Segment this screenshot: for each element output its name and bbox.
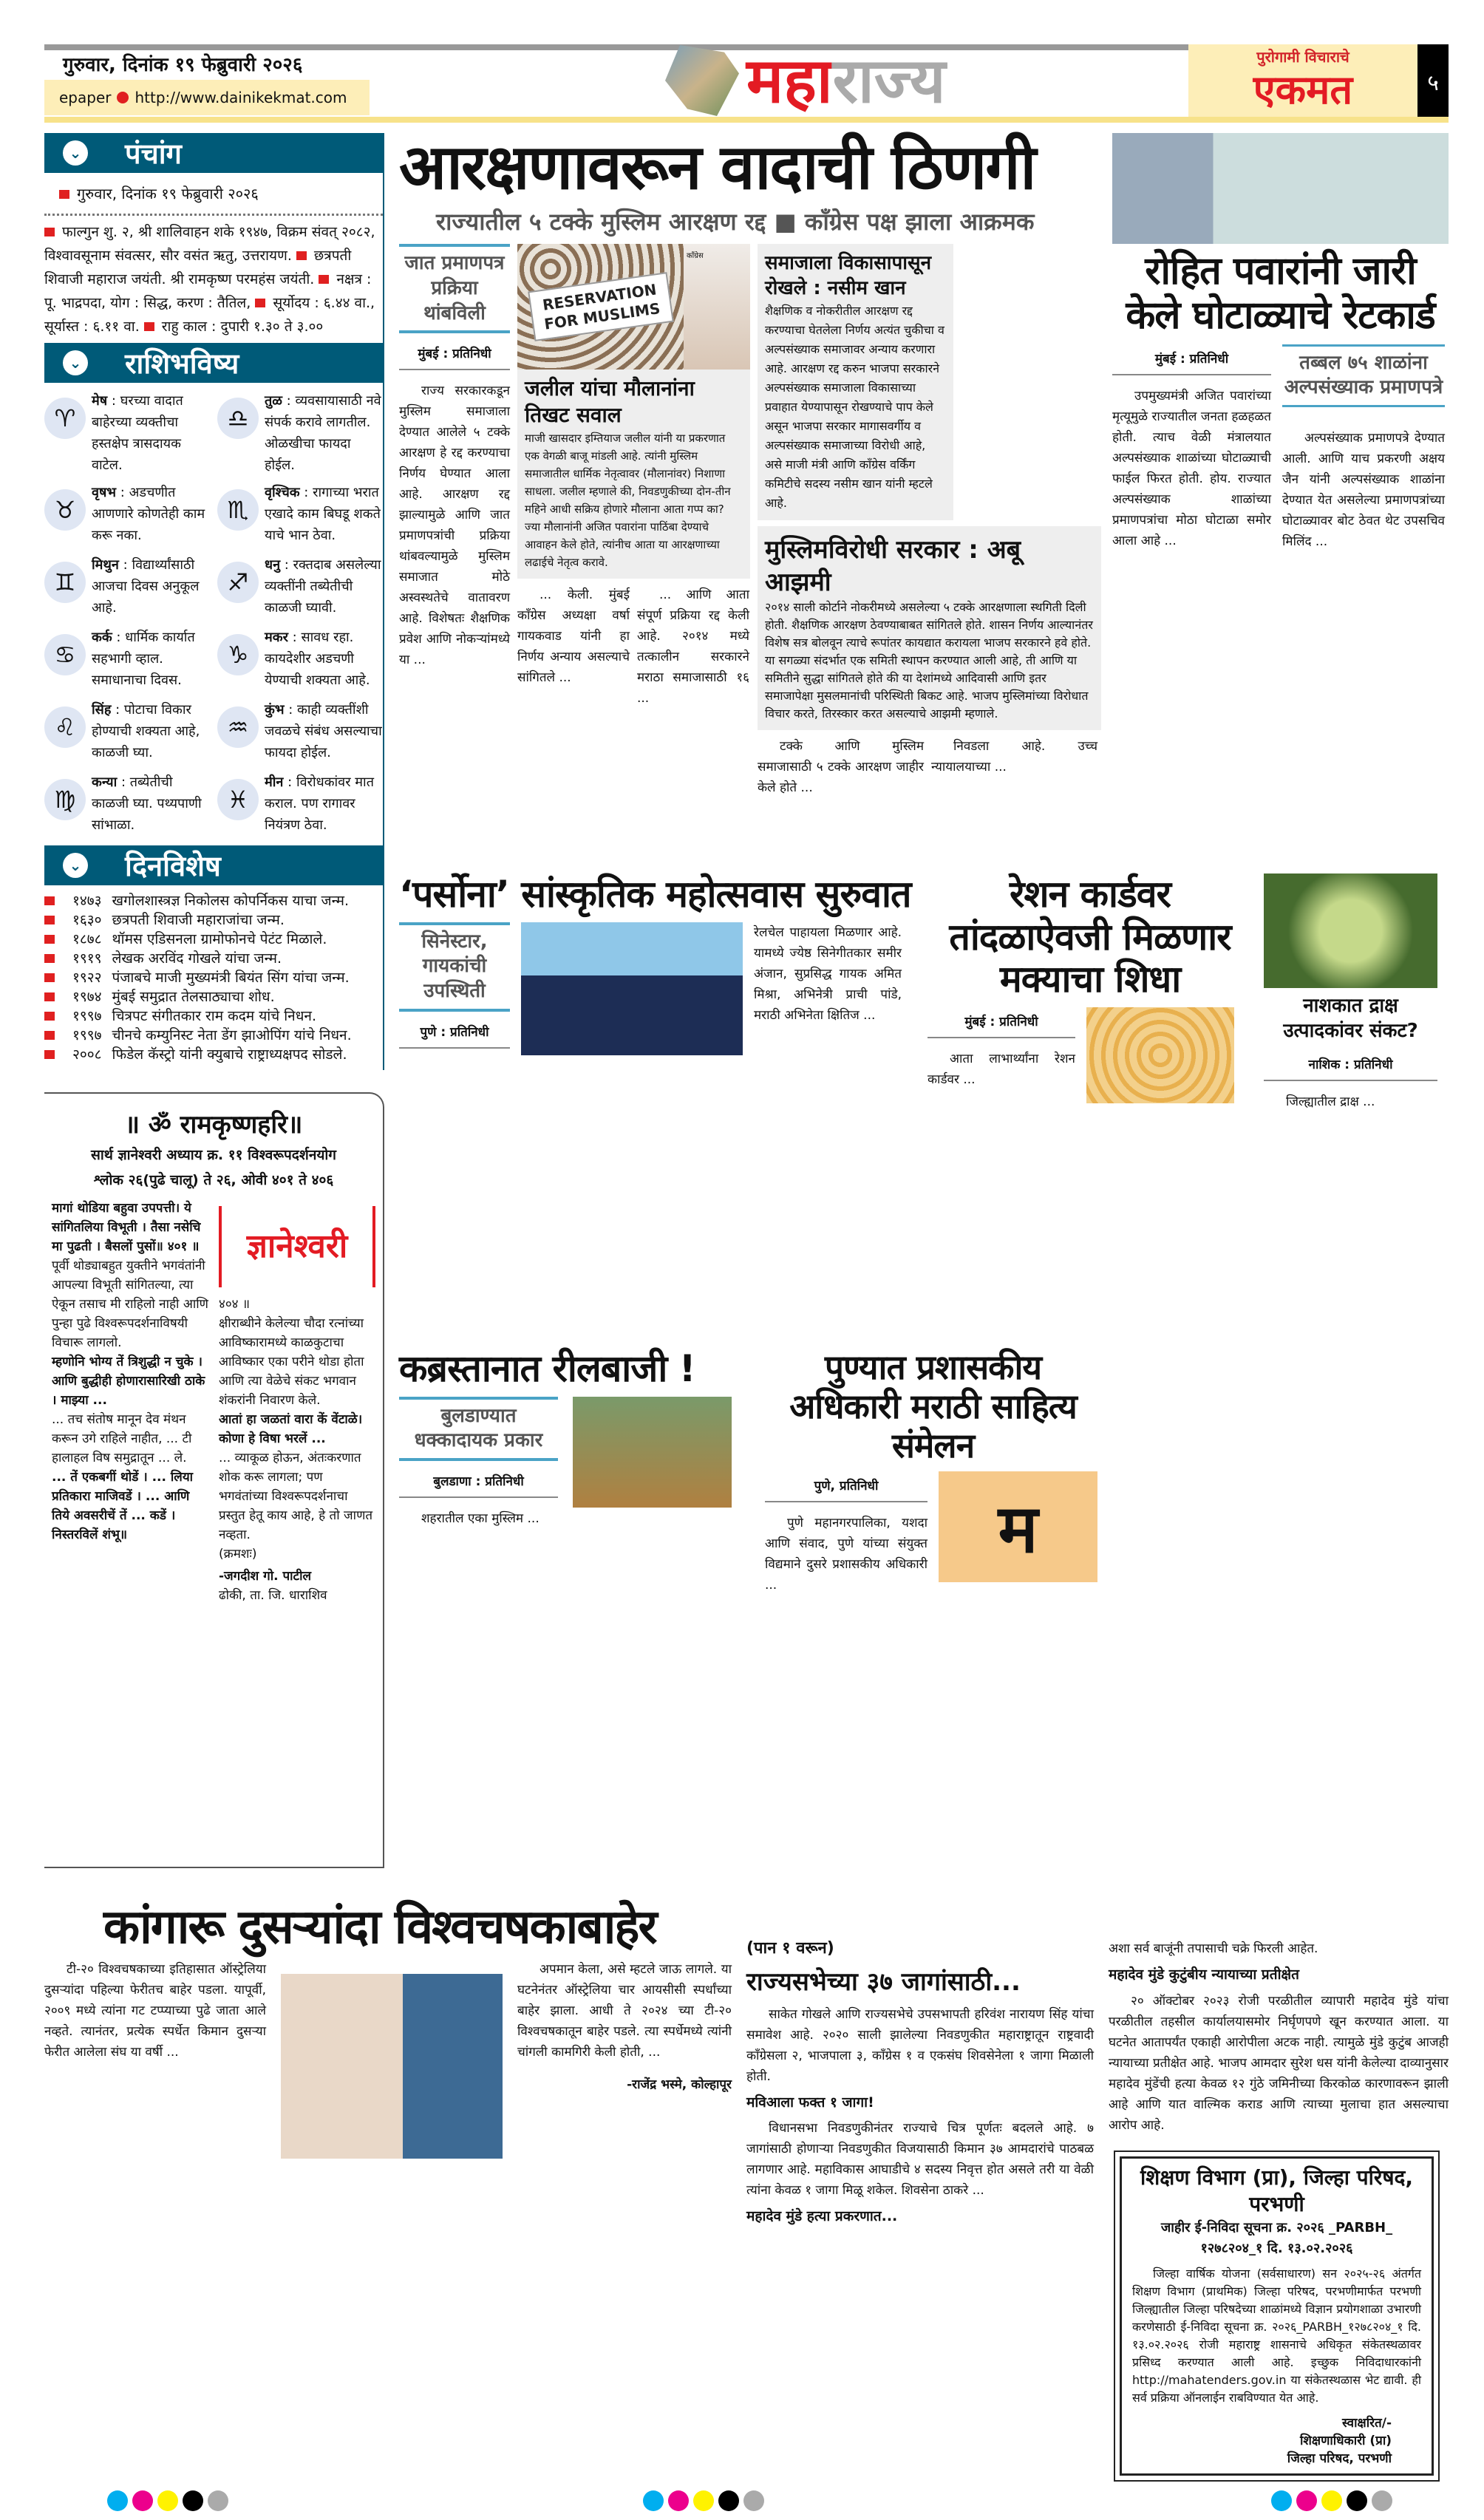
registration-dot xyxy=(107,2490,128,2511)
lead-headline: आरक्षणावरून वादाची ठिणगी xyxy=(399,131,1035,203)
event-year: १९२२ xyxy=(72,970,102,986)
rashi-name: धनु xyxy=(265,557,281,573)
goat-icon: ♑ xyxy=(217,634,259,675)
side-headline: तब्बल ७५ शाळांना अल्पसंख्याक प्रमाणपत्रे xyxy=(1282,344,1445,408)
chevron-down-icon: ⌄ xyxy=(63,140,88,166)
article-body: आता लाभार्थ्यांना रेशन कार्डवर ... xyxy=(928,1051,1075,1087)
maize-photo xyxy=(1086,1007,1234,1103)
epaper-label: epaper xyxy=(59,89,112,106)
list-item xyxy=(44,968,383,987)
registration-dot xyxy=(208,2490,228,2511)
panchang-line: सूर्योदय : ६.४४ वा., सूर्यास्त : ६.११ वा. xyxy=(44,295,375,335)
rashi-item: ♎ तुळ : व्यवसायासाठी नवे संपर्क करावे लागतील. ओळखीचा फायदा होईल. xyxy=(217,390,383,476)
event-text: थॉमस एडिसनला ग्रामोफोनचे पेटंट मिळाले. xyxy=(112,931,327,947)
event-text: खगोलशास्त्रज्ञ निकोलस कोपर्निकस याचा जन्म. xyxy=(112,893,350,909)
rashi-item: ♍ कन्या : तब्येतीची काळजी घ्या. पथ्यपाणी सांभाळा. xyxy=(44,772,210,838)
bullet-icon xyxy=(44,1031,55,1040)
ovi-verse: आतां हा जळतां वारा कें वेंटाळे। कोणा हे विषा भरलें ... xyxy=(219,1412,363,1447)
logo-red: महा xyxy=(746,44,833,117)
rashi-item: ♐ धनु : रक्तदाब असलेल्या व्यक्तींनी तब्येतीची काळजी घ्यावी. xyxy=(217,554,383,621)
side-headline: जात प्रमाणपत्र प्रक्रिया थांबविली xyxy=(399,244,510,333)
footer xyxy=(0,2490,1484,2520)
list-item xyxy=(44,1007,383,1026)
classroom-photo xyxy=(1112,133,1449,244)
rashi-name: वृश्चिक xyxy=(265,485,300,500)
article-body: विधानसभा निवडणुकीनंतर राज्याचे चित्र पूर्णतः बदलले आहे. ७ जागांसाठी होणाऱ्या निवडणुकीत विजयासाठी किमान ३७ आमदारांचे पाठबळ लागणार आहे. महाविकास आघाडीचे ४ सदस्य निवृत्त होत असले तरी या वेळी त्यांना केवळ १ जागा मिळू शकेल. शिवसेना ठाकरे ... xyxy=(746,2121,1094,2199)
article-body: २० ऑक्टोबर २०२३ रोजी परळीतील व्यापारी महादेव मुंडे यांचा परळीतील तहसील कार्यालयासमोर निर्घृणपणे खून करण्यात आला. या घटनेत आतापर्यंत एकाही आरोपीला अटक नाही. त्यामुळे मुंडे कुटुंब आजही न्यायाच्या प्रतीक्षेत आहे. भाजप आमदार सुरेश धस यांनी केलेल्या दाव्यानुसार महादेव मुंडेंची हत्या केवळ १२ गुंठे जमिनीच्या किरकोळ कारणावरून झाली आहे आणि यात वाल्मिक कराड आणि त्याच्या मुलाचा हात असल्याचा आरोप आहे. xyxy=(1109,1993,1449,2133)
list-item xyxy=(44,930,383,949)
rashi-item: ♉ वृषभ : अडचणीत आणणारे कोणतेही काम करू नका. xyxy=(44,482,210,548)
panchang-line: राहु काल : दुपारी १.३० ते ३.०० xyxy=(161,319,324,335)
dnyaneshwari-col-1 xyxy=(52,1199,208,1605)
rashi-name: कन्या xyxy=(92,774,118,790)
notice-body: जिल्हा वार्षिक योजना (सर्वसाधारण) सन २०२५-२६ अंतर्गत शिक्षण विभाग (प्राथमिक) जिल्हा परिषद, परभणीमार्फत परभणी जिल्ह्यातील जिल्हा परिषदेच्या शाळांमध्ये विज्ञान प्रयोगशाळा उभारणी करणेसाठी ई-निविदा सूचना क्र. २०२६_PARBH_१२७८२०४_१ दि. १३.०२.२०२६ रोजी महाराष्ट्र शासनाचे अधिकृत संकेतस्थळावर प्रसिध्द करण्यात आली आहे. इच्छुक निविदाधारकांनी http://mahatenders.gov.in या संकेतस्थळास भेट द्यावी. ही सर्व प्रक्रिया ऑनलाईन राबविण्यात येत आहे. xyxy=(1132,2267,1421,2405)
sahitya-logo xyxy=(939,1471,1097,1582)
article-body: टक्के आणि मुस्लिम समाजासाठी ५ टक्के आरक्षण जाहीर केले होते ... xyxy=(758,738,924,795)
panchang-line: छत्रपती शिवाजी महाराज जयंती. श्री रामकृष्ण परमहंस जयंती. xyxy=(44,248,352,287)
ram-icon: ♈ xyxy=(44,398,86,439)
rashi-text: धार्मिक कार्यात सहभागी व्हाल. समाधानाचा दिवस. xyxy=(92,630,195,688)
photo-label: काँग्रेस xyxy=(687,251,704,260)
author: -जगदीश गो. पाटील xyxy=(219,1569,312,1584)
lion-icon: ♌ xyxy=(44,706,86,748)
signatory-title: शिक्षणाधिकारी (प्रा) xyxy=(1299,2434,1392,2449)
lead-subhead: राज्यातील ५ टक्के मुस्लिम आरक्षण रद्द ■ काँग्रेस पक्ष झाला आक्रमक xyxy=(436,208,1035,236)
azmi-box xyxy=(758,526,1101,730)
author: -राजेंद्र भस्मे, कोल्हापूर xyxy=(627,2077,732,2093)
rohit-headline: रोहित पवारांनी जारी केले घोटाळ्याचे रेटकार्ड xyxy=(1126,249,1435,338)
article-body: रेलचेल पाहायला मिळणार आहे. यामध्ये ज्येष्ठ सिनेगीतकार समीर अंजान, सुप्रसिद्ध गायक अमित मिश्रा, अभिनेत्री प्राची पांडे, मराठी अभिनेता क्षितिज ... xyxy=(754,924,902,1023)
water-bearer-icon: ♒ xyxy=(217,706,259,748)
jaleel-headline: जलील यांचा मौलानांना तिखट सवाल xyxy=(525,375,695,428)
registration-dot xyxy=(1321,2490,1342,2511)
rashi-item: ♓ मीन : विरोधकांवर मात कराल. पण रागावर नियंत्रण ठेवा. xyxy=(217,772,383,838)
event-year: १९१९ xyxy=(72,950,102,967)
rashi-item: ♏ वृश्चिक : रागाच्या भरात एखादे काम बिघडू शकते याचे भान ठेवा. xyxy=(217,482,383,548)
dnyaneshwari-sub2: श्लोक २६(पुढे चालू) ते २६, ओवी ४०१ ते ४०६ xyxy=(93,1172,334,1189)
panchang-header xyxy=(44,133,383,173)
bullet-icon xyxy=(44,896,55,905)
bullet-icon xyxy=(44,1012,55,1021)
header-date: गुरुवार, दिनांक १९ फेब्रुवारी २०२६ xyxy=(63,54,303,76)
continued-label: (पान १ वरून) xyxy=(746,1939,834,1958)
kangaroo-headline: कांगारू दुसऱ्यांदा विश्वचषकाबाहेर xyxy=(103,1900,656,1955)
azmi-text: २०१४ साली कोर्टाने नोकरीमध्ये असलेल्या ५ टक्के आरक्षणाला स्थगिती दिली होती. शैक्षणिक आरक्षण ठेवण्याबाबत सांगितले होते. शासन निर्णय आल्यानंतर विशेष सत्र बोलवून त्याचे रूपांतर कायद्यात करायला भाजप सरकारने हवे होते. या सगळ्या संदर्भात एक समिती स्थापन करण्यात आली आहे, ती आणि या समितीने सुद्धा सांगितले होते की या देशांमध्ये आदिवासी आणि इतर समाजापेक्षा मुसलमानांची परिस्थिती बिकट आहे. भाजप मुस्लिमांच्या विरोधात विचार करते, तिरस्कार करत असल्याचे आझमी म्हणाले. xyxy=(765,599,1093,721)
crowd-photo xyxy=(517,244,684,370)
registration-dot xyxy=(183,2490,203,2511)
crab-icon: ♋ xyxy=(44,634,86,675)
ovi-verse: मागां थोडिया बहुवा उपपत्ती। ये सांगितलिया विभूती । तैसा नसेचि मा पुढती । बैसलों पुसों॥ ४०१ ॥ xyxy=(52,1201,201,1255)
event-text: लेखक अरविंद गोखले यांचा जन्म. xyxy=(112,950,282,967)
speaker-photo xyxy=(684,244,750,370)
parsona-headline: ‘पर्सोना’ सांस्कृतिक महोत्सवास सुरुवात xyxy=(399,873,911,916)
event-year: १९९७ xyxy=(72,1027,102,1043)
placard-text: RESERVATION FOR MUSLIMS xyxy=(528,272,674,341)
byline: बुलडाणा : प्रतिनिधी xyxy=(399,1467,558,1498)
logo-text: ज्ञानेश्वरी xyxy=(246,1227,348,1266)
event-photo xyxy=(521,922,743,1055)
jaleel-box xyxy=(517,244,750,579)
panchang-title: पंचांग xyxy=(125,137,182,170)
sammelan-headline: पुण्यात प्रशासकीय अधिकारी मराठी साहित्य संमेलन xyxy=(789,1347,1077,1465)
epaper-link[interactable] xyxy=(44,80,370,115)
rashi-text: व्यवसायासाठी नवे संपर्क करावे लागतील. ओळखीचा फायदा होईल. xyxy=(265,393,381,473)
chevron-down-icon: ⌄ xyxy=(63,350,88,375)
page-number: ५ xyxy=(1417,44,1449,117)
rashi-item: ♌ सिंह : पोटाचा विकार होण्याची शक्यता आहे, काळजी घ्या. xyxy=(44,699,210,766)
ovi-meaning: ४०४ ॥ xyxy=(219,1297,251,1312)
list-item xyxy=(44,987,383,1007)
rashi-item: ♊ मिथुन : विद्यार्थ्यांसाठी आजचा दिवस अनुकूल आहे. xyxy=(44,554,210,621)
list-item xyxy=(44,1026,383,1045)
rashi-name: मिथुन xyxy=(92,557,119,573)
registration-marks xyxy=(643,2490,764,2511)
article-body: अल्पसंख्याक प्रमाणपत्रे देण्यात आली. आणि याच प्रकरणी अक्षय जैन यांनी अल्पसंख्याक शाळांना देण्यात येत असलेल्या प्रमाणपत्रांच्या घोटाळ्यावर बोट ठेवत थेट उपसचिव मिलिंद ... xyxy=(1282,431,1445,550)
event-text: चित्रपट संगीतकार राम कदम यांचे निधन. xyxy=(112,1008,316,1024)
masthead-tagline: पुरोगामी विचाराचे xyxy=(1256,48,1349,66)
chevron-down-icon: ⌄ xyxy=(63,853,88,878)
registration-dot xyxy=(718,2490,739,2511)
event-text: छत्रपती शिवाजी महाराजांचा जन्म. xyxy=(112,912,285,928)
ovi-verse: ... तें एकबगीं थोडें । ... लिया प्रतिकारा माजिवडें । ... आणि तिये अवसरीचें तें ... कडें । निस्तरविलें शंभू॥ xyxy=(52,1470,194,1543)
rashi-text: घरच्या वादात बाहेरच्या व्यक्तीचा हस्तक्षेप त्रासदायक वाटेल. xyxy=(92,393,183,473)
bullet-icon xyxy=(296,251,307,260)
panchang-text xyxy=(44,216,383,343)
panchang-date xyxy=(44,173,383,216)
bullet-icon xyxy=(319,275,329,284)
ovi-meaning: क्षीराब्धीने केलेल्या चौदा रत्नांच्या आविष्कारामध्ये काळकुटाचा आविष्कार एका परीने थोडा होता आणि त्या वेळेचे संकट भगवान शंकरांनी निवारण केले. xyxy=(219,1316,364,1409)
ovi-meaning: ... तच संतोष मानून देव मंथन करून उगे राहिले नाहीत, ... टी हालाहल विष समुद्रातून ... ले. xyxy=(52,1412,192,1466)
dnyaneshwari-logo xyxy=(219,1206,375,1287)
byline: मुंबई : प्रतिनिधी xyxy=(928,1007,1075,1038)
kabrastan-headline: कब्रस्तानात रीलबाजी ! xyxy=(399,1347,695,1390)
azmi-headline: मुस्लिमविरोधी सरकार : अबू आझमी xyxy=(765,534,1021,597)
bullet-icon xyxy=(255,299,265,307)
byline: नाशिक : प्रतिनिधी xyxy=(1264,1050,1437,1081)
article-body: राज्य सरकारकडून मुस्लिम समाजाला देण्यात आलेले ५ टक्के आरक्षण हे रद्द करण्याचा निर्णय घेण्यात आला आहे. आरक्षण रद्द झाल्यामुळे आणि जात प्रमाणपत्रांची प्रक्रिया थांबवल्यामुळे मुस्लिम समाजात मोठे अस्वस्थतेचे वातावरण आहे. विशेषतः शैक्षणिक प्रवेश आणि नोकऱ्यांमध्ये या ... xyxy=(399,384,510,668)
event-year: १८७८ xyxy=(72,931,102,947)
continued-headline: राज्यसभेच्या ३७ जागांसाठी... xyxy=(746,1966,1021,1997)
nasim-text: शैक्षणिक व नोकरीतील आरक्षण रद्द करण्याचा घेतलेला निर्णय अत्यंत चुकीचा व अल्पसंख्याक समाजावर अन्याय करणारा आहे. आरक्षण रद्द करुन भाजपा सरकारने अल्पसंख्याक समाजाला विकासाच्या प्रवाहात येण्यापासून रोखण्याचे पाप केले असून भाजपा सरकार मागासवर्गीय व अल्पसंख्याक समाजाच्या विरोधी आहे, असे माजी मंत्री आणि काँग्रेस वर्किंग कमिटीचे सदस्य नसीम खान यांनी म्हटले आहे. xyxy=(765,303,944,510)
registration-dot xyxy=(643,2490,664,2511)
rashi-text: विरोधकांवर मात कराल. पण रागावर नियंत्रण ठेवा. xyxy=(265,774,374,833)
tender-notice xyxy=(1120,2156,1434,2476)
archer-icon: ♐ xyxy=(217,562,259,603)
event-year: १६३० xyxy=(72,912,102,928)
rashi-name: तुळ xyxy=(265,393,282,409)
article-body: निवडला आहे. उच्च न्यायालयाच्या ... xyxy=(931,738,1097,774)
rashi-name: मेष xyxy=(92,393,108,409)
twins-icon: ♊ xyxy=(44,562,86,603)
article-body: शहरातील एका मुस्लिम ... xyxy=(421,1511,540,1527)
registration-dot xyxy=(743,2490,764,2511)
registration-dot xyxy=(1271,2490,1292,2511)
byline: मुंबई : प्रतिनिधी xyxy=(1112,344,1271,375)
panchang-line: फाल्गुन शु. २, श्री शालिवाहन शके १९४७, विक्रम संवत् २०८२, विश्वावसूनाम संवत्सर, सौर वसंत ऋतु, उत्तरायण. xyxy=(44,224,375,264)
rashi-text: विद्यार्थ्यांसाठी आजचा दिवस अनुकूल आहे. xyxy=(92,557,200,616)
dnyaneshwari-sub1: सार्थ ज्ञानेश्वरी अध्याय क्र. ११ विश्वरूपदर्शनयोग xyxy=(90,1147,337,1164)
event-text: मुंबई समुद्रात तेलसाठ्याचा शोध. xyxy=(112,989,275,1005)
virgin-icon: ♍ xyxy=(44,779,86,820)
side-headline: बुलडाण्यात धक्कादायक प्रकार xyxy=(399,1397,558,1462)
registration-dot xyxy=(668,2490,689,2511)
registration-marks xyxy=(107,2490,228,2511)
article-body: उपमुख्यमंत्री अजित पवारांच्या मृत्यूमुळे राज्यातील जनता हळहळत होती. त्याच वेळी मंत्रालयात अल्पसंख्याक शाळांच्या घोटाळ्याची फाईल फिरत होती. होय. राज्यात अल्पसंख्याक शाळांच्या प्रमाणपत्रांचा मोठा घोटाळा समोर आला आहे ... xyxy=(1112,388,1271,548)
article-body: पुणे महानगरपालिका, यशदा आणि संवाद, पुणे यांच्या संयुक्त विद्यमाने दुसरे प्रशासकीय अधिकारी ... xyxy=(765,1515,928,1593)
logo-grey: राज्य xyxy=(832,44,946,117)
header-band xyxy=(44,117,1449,123)
rashi-grid xyxy=(44,383,383,845)
dinvishesh-title: दिनविशेष xyxy=(125,850,221,882)
dinvishesh-header xyxy=(44,845,383,885)
grape-photo xyxy=(1264,874,1437,988)
globe-icon xyxy=(117,92,129,103)
bullet-icon xyxy=(44,228,55,236)
rashi-text: काही व्यक्तींशी जवळचे संबंध असल्याचा फायदा होईल. xyxy=(265,702,382,760)
author-place: ढोकी, ता. जि. धाराशिव xyxy=(219,1588,327,1604)
ovi-verse: म्हणोनि भोग्य तें त्रिशुद्धी न चुके । आणि बुद्धीही होणारासारिखी ठाके । माझ्या ... xyxy=(52,1355,205,1409)
rashi-header xyxy=(44,343,383,383)
registration-dot xyxy=(157,2490,178,2511)
article-body: अपमान केला, असे म्हटले जाऊ लागले. या घटनेनंतर ऑस्ट्रेलिया चार आयसीसी स्पर्धांच्या बाहेर झाला. आधी ते २०२४ च्या टी-२० विश्वचषकातून बाहेर पडले. त्या स्पर्धेमध्ये त्यांनी चांगली कामगिरी केली होती, ... xyxy=(517,1962,732,2060)
nasim-headline: समाजाला विकासापासून रोखले : नसीम खान xyxy=(765,251,932,299)
list-item xyxy=(44,891,383,910)
maharashtra-map-icon xyxy=(665,45,739,116)
dnyaneshwari-title: ॥ ॐ रामकृष्णहरि॥ xyxy=(124,1110,303,1140)
article-body: साकेत गोखले आणि राज्यसभेचे उपसभापती हरिवंश नारायण सिंह यांचा समावेश आहे. २०२० साली झालेल्या निवडणुकीत महाराष्ट्रातून राष्ट्रवादी काँग्रेसला २, भाजपाला ३, काँग्रेस १ व एकसंघ शिवसेनेला १ जागा मिळाली होती. xyxy=(746,2006,1094,2084)
event-year: १९९७ xyxy=(72,1008,102,1024)
logo-letter: म xyxy=(998,1490,1038,1568)
rashi-text: सावध रहा. कायदेशीर अडचणी येण्याची शक्यता आहे. xyxy=(265,630,370,688)
signature: स्वाक्षरित/- xyxy=(1342,2416,1392,2431)
ovi-meaning: ... व्याकूळ होऊन, अंतःकरणात शोक करू लागला; पण भगवंतांच्या विश्वरूपदर्शनाचा प्रस्तुत हेतू काय आहे, हे तो जाणत नव्हता. xyxy=(219,1451,373,1543)
registration-dot xyxy=(132,2490,153,2511)
graveyard-photo xyxy=(573,1397,732,1508)
subheading: महादेव मुंडे हत्या प्रकरणात... xyxy=(746,2208,898,2225)
article-body: जिल्ह्यातील द्राक्ष ... xyxy=(1286,1094,1375,1109)
event-year: २००८ xyxy=(72,1046,102,1063)
subheading: महादेव मुंडे कुटुंबीय न्यायाच्या प्रतीक्षेत xyxy=(1109,1966,1299,1983)
epaper-url[interactable]: http://www.dainikekmat.com xyxy=(135,89,347,106)
article-body: टी-२० विश्वचषकाच्या इतिहासात ऑस्ट्रेलिया दुसऱ्यांदा पहिल्या फेरीतच बाहेर पडला. यापूर्वी, २००९ मध्ये त्यांना गट टप्प्याच्या पुढे जाता आले नव्हते. त्यानंतर, प्रत्येक स्पर्धेत किमान दुसऱ्या फेरीत आलेला संघ या वर्षी ... xyxy=(44,1962,266,2060)
grape-headline: नाशकात द्राक्ष उत्पादकांवर संकट? xyxy=(1283,995,1418,1042)
rashi-name: मकर xyxy=(265,630,288,645)
bullet-icon xyxy=(44,935,55,944)
bullet-icon xyxy=(144,322,154,331)
rashi-text: पोटाचा विकार होण्याची शक्यता आहे, काळजी घ्या. xyxy=(92,702,200,760)
article-body: ... आणि आता संपूर्ण प्रक्रिया रद्द केली आहे. २०१४ मध्ये तत्कालीन सरकारने मराठा समाजासाठी १६ ... xyxy=(637,587,749,706)
rashi-text: अडचणीत आणणारे कोणतेही काम करू नका. xyxy=(92,485,205,543)
panchang-line: नक्षत्र : पू. भाद्रपदा, योग : सिद्ध, करण : तैतिल, xyxy=(44,271,372,311)
masthead-name: एकमत xyxy=(1253,67,1353,113)
event-year: १९७४ xyxy=(72,989,102,1005)
rashi-name: सिंह xyxy=(92,702,112,718)
rashi-item: ♒ कुंभ : काही व्यक्तींशी जवळचे संबंध असल्याचा फायदा होईल. xyxy=(217,699,383,766)
rashi-text: रागाच्या भरात एखादे काम बिघडू शकते याचे भान ठेवा. xyxy=(265,485,381,543)
registration-marks xyxy=(1271,2490,1392,2511)
scales-icon: ♎ xyxy=(217,398,259,439)
rashi-name: कुंभ xyxy=(265,702,285,718)
bullet-icon xyxy=(44,973,55,982)
bullet-icon xyxy=(44,916,55,924)
rashi-item: ♈ मेष : घरच्या वादात बाहेरच्या व्यक्तीचा हस्तक्षेप त्रासदायक वाटेल. xyxy=(44,390,210,476)
signatory-office: जिल्हा परिषद, परभणी xyxy=(1287,2451,1392,2467)
cricket-photo xyxy=(281,1974,503,2159)
registration-dot xyxy=(1347,2490,1367,2511)
jaleel-text: माजी खासदार इम्तियाज जलील यांनी या प्रकरणात एक वेगळी बाजू मांडली आहे. त्यांनी मुस्लिम समाजातील धार्मिक नेतृत्वावर (मौलानांवर) निशाणा साधला. जलील म्हणाले की, निवडणुकीच्या दोन-तीन महिने आधी सक्रिय होणारे मौलाना आता गप्प का? ज्या मौलानांनी अजित पवारांना पाठिंबा देण्याचे आवाहन केले होते, त्यांनीच आता या आरक्षणाच्या लढाईचे नेतृत्व करावे. xyxy=(525,431,731,569)
ovi-meaning: (क्रमशः) xyxy=(219,1547,257,1562)
event-text: फिडेल कॅस्ट्रो यांनी क्युबाचे राष्ट्राध्यक्षपद सोडले. xyxy=(112,1046,347,1063)
dnyaneshwari-col-2 xyxy=(219,1199,375,1605)
bullet-icon xyxy=(44,992,55,1001)
scorpion-icon: ♏ xyxy=(217,489,259,531)
byline: पुणे, प्रतिनिधी xyxy=(765,1471,928,1502)
article-body: अशा सर्व बाजूंनी तपासाची चक्रे फिरली आहेत. xyxy=(1109,1941,1318,1956)
rashi-text: तब्येतीची काळजी घ्या. पथ्यपाणी सांभाळा. xyxy=(92,774,202,833)
event-year: १४७३ xyxy=(72,893,102,909)
event-text: पंजाबचे माजी मुख्यमंत्री बियंत सिंग यांचा जन्म. xyxy=(112,970,350,986)
registration-dot xyxy=(1372,2490,1392,2511)
list-item xyxy=(44,910,383,930)
notice-title: शिक्षण विभाग (प्रा), जिल्हा परिषद, परभणी xyxy=(1140,2165,1414,2216)
dnyaneshwari-box xyxy=(44,1092,384,1868)
rashi-title: राशिभविष्य xyxy=(125,347,239,380)
notice-number: जाहीर ई-निविदा सूचना क्र. २०२६ _PARBH_ १२७८२०४_१ दि. १३.०२.२०२६ xyxy=(1160,2220,1393,2257)
list-item xyxy=(44,1045,383,1064)
left-column xyxy=(44,133,384,1868)
bullet-icon xyxy=(44,954,55,963)
subheading: मविआला फक्त १ जागा! xyxy=(746,2094,874,2111)
ovi-meaning: पूर्वी थोड्याबहुत युक्तीने भगवंतांनी आपल्या विभूती सांगितल्या, त्या ऐकून तसाच मी राहिलो नाही आणि पुन्हा पुढे विश्वरूपदर्शनाविषयी विचारू लागलो. xyxy=(52,1259,208,1351)
event-text: चीनचे कम्युनिस्ट नेता डेंग झाओपिंग यांचे निधन. xyxy=(112,1027,352,1043)
byline: मुंबई : प्रतिनिधी xyxy=(399,339,510,370)
byline: पुणे : प्रतिनिधी xyxy=(399,1018,510,1049)
fish-icon: ♓ xyxy=(217,779,259,820)
article-body: ... केली. मुंबई काँग्रेस अध्यक्षा वर्षा गायकवाड यांनी हा निर्णय अन्याय असल्याचे सांगितले ... xyxy=(517,587,630,685)
rashi-text: रक्तदाब असलेल्या व्यक्तींनी तब्येतीची काळजी घ्यावी. xyxy=(265,557,381,616)
list-item xyxy=(44,949,383,968)
registration-dot xyxy=(1296,2490,1317,2511)
registration-dot xyxy=(693,2490,714,2511)
bullet-icon xyxy=(44,1050,55,1059)
rashi-name: कर्क xyxy=(92,630,112,645)
panchang-date-text: गुरुवार, दिनांक १९ फेब्रुवारी २०२६ xyxy=(77,185,259,202)
rashi-name: वृषभ xyxy=(92,485,117,500)
masthead xyxy=(1188,44,1417,117)
section-logo xyxy=(665,44,945,117)
rashi-name: मीन xyxy=(265,774,284,790)
rashi-item: ♑ मकर : सावध रहा. कायदेशीर अडचणी येण्याची शक्यता आहे. xyxy=(217,627,383,693)
ration-headline: रेशन कार्डवर तांदळाऐवजी मिळणार मक्याचा शिधा xyxy=(949,873,1231,1001)
rashi-item: ♋ कर्क : धार्मिक कार्यात सहभागी व्हाल. समाधानाचा दिवस. xyxy=(44,627,210,693)
dinvishesh-list xyxy=(44,885,383,1070)
bull-icon: ♉ xyxy=(44,489,86,531)
bullet-icon xyxy=(59,190,69,199)
nasim-box xyxy=(758,244,953,520)
side-headline: सिनेस्टार, गायकांची उपस्थिती xyxy=(399,922,510,1012)
